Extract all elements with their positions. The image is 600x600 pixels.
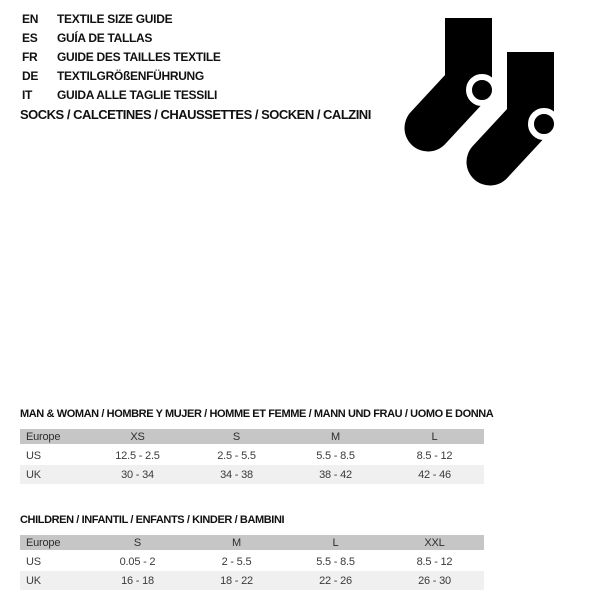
language-label: TEXTILGRÖßENFÜHRUNG xyxy=(57,69,204,83)
row-label: UK xyxy=(26,574,41,587)
column-header: L xyxy=(385,429,484,445)
language-code: IT xyxy=(22,88,33,102)
size-table-children xyxy=(20,514,484,590)
language-row xyxy=(22,48,221,67)
column-header: S xyxy=(187,429,286,445)
language-label: GUIDE DES TAILLES TEXTILE xyxy=(57,50,221,64)
language-label: TEXTILE SIZE GUIDE xyxy=(57,12,173,26)
language-code: FR xyxy=(22,50,38,64)
size-cell: 22 - 26 xyxy=(319,574,352,587)
row-label: UK xyxy=(26,468,41,481)
size-cell: 30 - 34 xyxy=(121,468,154,481)
table-title: CHILDREN / INFANTIL / ENFANTS / KINDER / BAMBINI xyxy=(20,514,285,526)
table-row xyxy=(20,551,484,571)
size-table xyxy=(20,535,484,590)
language-code: DE xyxy=(22,69,39,83)
column-header: XS xyxy=(88,429,187,445)
size-cell: 18 - 22 xyxy=(220,574,253,587)
size-cell: 5.5 - 8.5 xyxy=(316,449,355,462)
size-cell: 16 - 18 xyxy=(121,574,154,587)
size-cell: 5.5 - 8.5 xyxy=(316,555,355,568)
socks-icon xyxy=(400,8,565,188)
table-title: MAN & WOMAN / HOMBRE Y MUJER / HOMME ET FEMME / MANN UND FRAU / UOMO E DONNA xyxy=(20,408,494,420)
column-header: M xyxy=(286,429,385,445)
table-header-row xyxy=(20,429,484,445)
size-cell: 34 - 38 xyxy=(220,468,253,481)
language-label: GUÍA DE TALLAS xyxy=(57,31,153,45)
size-cell: 2 - 5.5 xyxy=(221,555,252,568)
language-row xyxy=(22,10,221,29)
column-header: L xyxy=(286,535,385,551)
size-cell: 12.5 - 2.5 xyxy=(115,449,160,462)
sock-front xyxy=(490,52,557,162)
language-row xyxy=(22,67,221,86)
language-list xyxy=(22,10,221,105)
column-header: Europe xyxy=(20,429,88,445)
size-cell: 2.5 - 5.5 xyxy=(217,449,256,462)
table-header-row xyxy=(20,535,484,551)
language-label: GUIDA ALLE TAGLIE TESSILI xyxy=(57,88,218,102)
language-code: EN xyxy=(22,12,39,26)
category-title: SOCKS / CALCETINES / CHAUSSETTES / SOCKEN / CALZINI xyxy=(20,107,371,122)
size-cell: 26 - 30 xyxy=(418,574,451,587)
socks-icon-svg xyxy=(400,8,565,188)
column-header: M xyxy=(187,535,286,551)
size-cell: 8.5 - 12 xyxy=(416,449,453,462)
column-header: Europe xyxy=(20,535,88,551)
language-code: ES xyxy=(22,31,38,45)
column-header: S xyxy=(88,535,187,551)
size-cell: 38 - 42 xyxy=(319,468,352,481)
sock-back xyxy=(428,18,495,128)
size-table xyxy=(20,429,484,484)
language-row xyxy=(22,86,221,105)
size-table-man-woman xyxy=(20,408,494,484)
size-cell: 42 - 46 xyxy=(418,468,451,481)
row-label: US xyxy=(26,449,41,462)
table-row xyxy=(20,445,484,465)
table-row xyxy=(20,465,484,484)
size-cell: 8.5 - 12 xyxy=(416,555,453,568)
column-header: XXL xyxy=(385,535,484,551)
table-row xyxy=(20,571,484,590)
row-label: US xyxy=(26,555,41,568)
size-cell: 0.05 - 2 xyxy=(119,555,156,568)
language-row xyxy=(22,29,221,48)
